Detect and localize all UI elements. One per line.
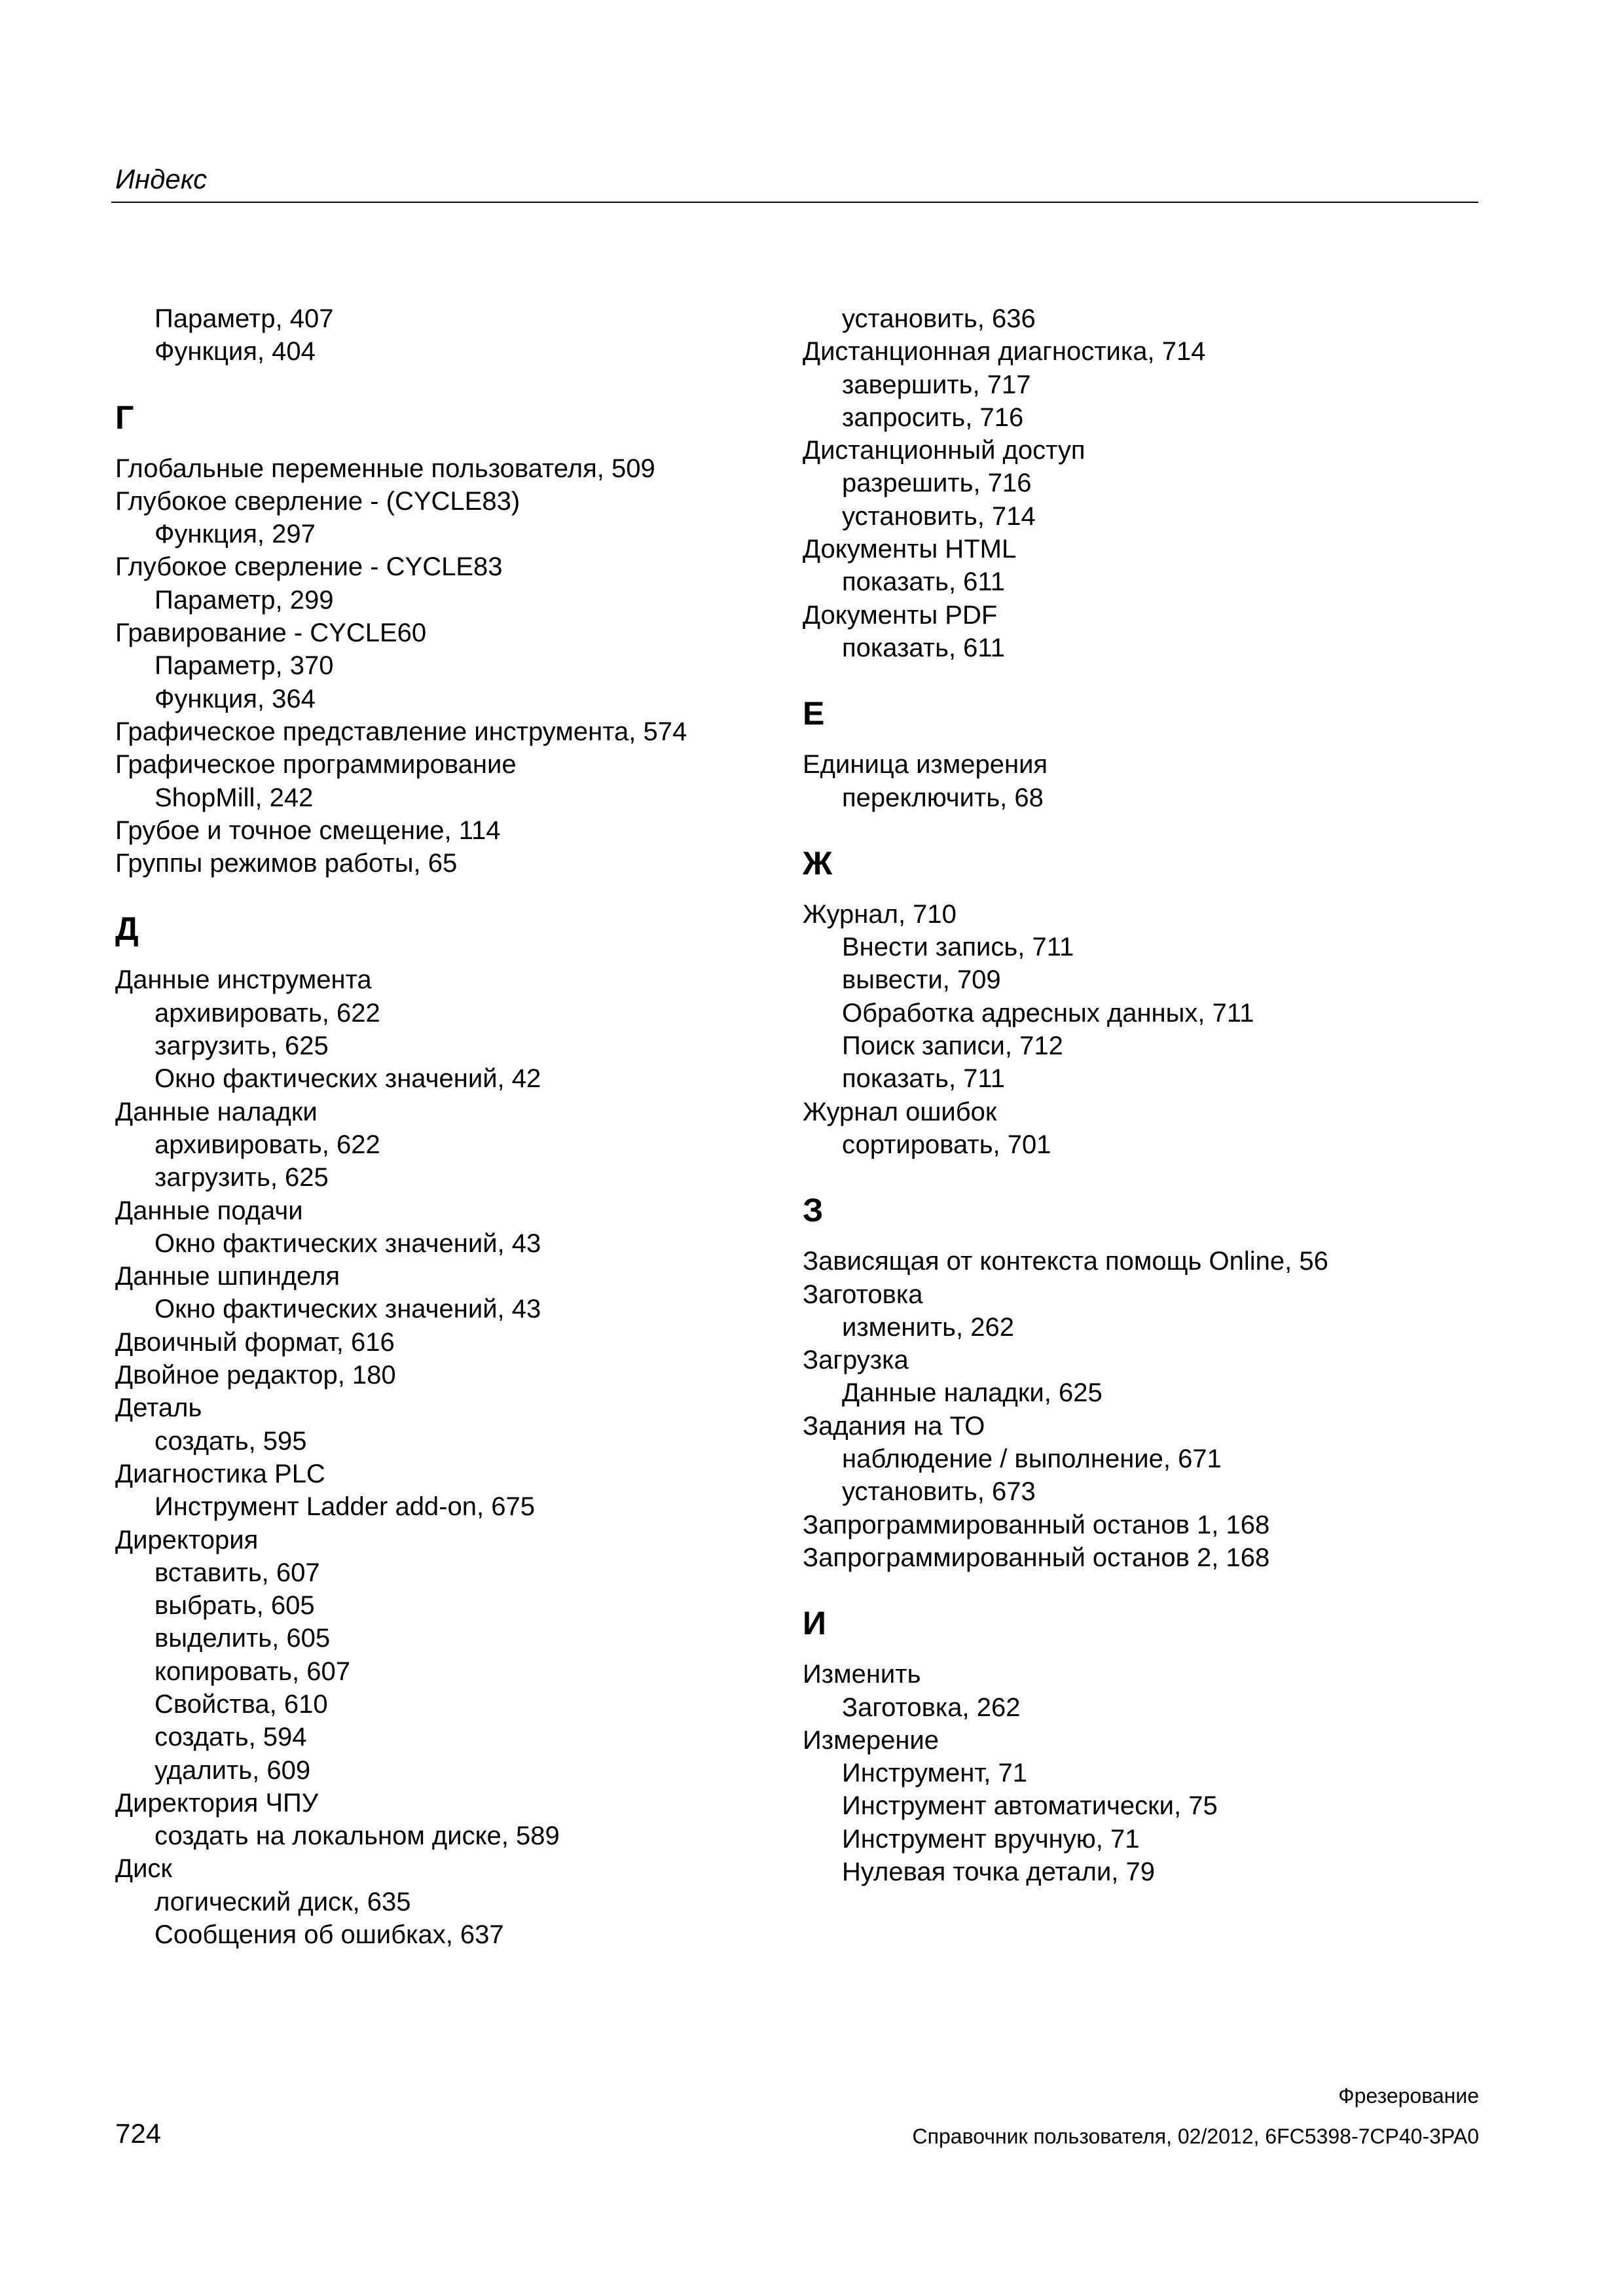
footer-manual: Справочник пользователя, 02/2012, 6FC5398-7CP40-3PA0 <box>912 2125 1479 2148</box>
index-subentry: запросить, 716 <box>842 403 1024 432</box>
index-subentry: Инструмент Ladder add-on, 675 <box>155 1492 535 1522</box>
index-entry: Графическое программирование <box>115 750 517 780</box>
index-subentry: выделить, 605 <box>155 1624 331 1653</box>
index-entry: Графическое представление инструмента, 574 <box>115 717 687 746</box>
index-subentry: сортировать, 701 <box>842 1130 1051 1159</box>
index-subentry: Параметр, 299 <box>155 585 334 615</box>
index-entry: Глубокое сверление - CYCLE83 <box>115 552 503 582</box>
index-subentry: создать на локальном диске, 589 <box>155 1821 560 1851</box>
index-subentry: Внести запись, 711 <box>842 933 1074 962</box>
section-letter: Г <box>115 399 134 436</box>
index-subentry: Окно фактических значений, 43 <box>155 1295 541 1324</box>
index-entry: Двойное редактор, 180 <box>115 1361 396 1390</box>
page-number: 724 <box>115 2118 162 2149</box>
index-subentry: создать, 595 <box>155 1426 307 1456</box>
index-subentry: логический диск, 635 <box>155 1887 411 1916</box>
index-entry: Глубокое сверление - (CYCLE83) <box>115 486 520 516</box>
index-subentry: показать, 611 <box>842 633 1005 662</box>
running-header: Индекс <box>115 164 208 194</box>
index-entry: Грубое и точное смещение, 114 <box>115 816 501 845</box>
index-entry: Дистанционная диагностика, 714 <box>803 337 1206 367</box>
index-subentry: создать, 594 <box>155 1723 307 1752</box>
section-letter: Ж <box>803 844 833 882</box>
index-subentry: ShopMill, 242 <box>155 783 314 812</box>
index-entry: Журнал, 710 <box>803 899 957 929</box>
index-subentry: установить, 714 <box>842 501 1036 531</box>
index-entry: Деталь <box>115 1393 202 1423</box>
index-subentry: выбрать, 605 <box>155 1591 315 1621</box>
index-subentry: Параметр, 407 <box>155 304 334 333</box>
index-entry: Изменить <box>803 1660 921 1689</box>
index-subentry: Свойства, 610 <box>155 1689 328 1719</box>
index-subentry: Функция, 404 <box>155 337 316 367</box>
index-subentry: Обработка адресных данных, 711 <box>842 998 1254 1028</box>
index-subentry: Инструмент автоматически, 75 <box>842 1791 1218 1821</box>
index-entry: Диагностика PLC <box>115 1459 325 1488</box>
index-entry: Данные шпинделя <box>115 1262 340 1291</box>
index-entry: Загрузка <box>803 1346 909 1375</box>
index-column-left <box>115 302 770 1951</box>
index-subentry: Данные наладки, 625 <box>842 1378 1103 1408</box>
index-subentry: архивировать, 622 <box>155 998 380 1028</box>
index-entry: Документы HTML <box>803 535 1017 564</box>
index-entry: Глобальные переменные пользователя, 509 <box>115 454 655 483</box>
section-letter: И <box>803 1605 826 1642</box>
index-subentry: загрузить, 625 <box>155 1031 329 1061</box>
index-subentry: разрешить, 716 <box>842 469 1032 498</box>
index-subentry: Инструмент, 71 <box>842 1759 1027 1788</box>
index-subentry: наблюдение / выполнение, 671 <box>842 1444 1222 1474</box>
index-subentry: удалить, 609 <box>155 1755 311 1785</box>
index-subentry: Нулевая точка детали, 79 <box>842 1857 1156 1886</box>
index-entry: Данные наладки <box>115 1097 318 1126</box>
index-subentry: архивировать, 622 <box>155 1130 380 1159</box>
index-subentry: Параметр, 370 <box>155 651 334 681</box>
index-entry: Данные подачи <box>115 1196 303 1225</box>
index-entry: Диск <box>115 1854 172 1884</box>
index-subentry: копировать, 607 <box>155 1657 350 1686</box>
index-subentry: установить, 673 <box>842 1477 1036 1507</box>
index-column-right <box>803 302 1457 1888</box>
index-entry: Измерение <box>803 1725 939 1755</box>
index-entry: Гравирование - CYCLE60 <box>115 619 427 648</box>
index-entry: Директория ЧПУ <box>115 1788 319 1818</box>
index-entry: Запрограммированный останов 1, 168 <box>803 1510 1270 1539</box>
index-entry: Дистанционный доступ <box>803 436 1085 465</box>
index-subentry: показать, 711 <box>842 1064 1005 1094</box>
index-entry: Единица измерения <box>803 750 1048 780</box>
section-letter: Е <box>803 695 825 732</box>
index-entry: Данные инструмента <box>115 965 372 995</box>
index-subentry: Сообщения об ошибках, 637 <box>155 1920 504 1950</box>
index-subentry: Окно фактических значений, 42 <box>155 1064 541 1094</box>
index-subentry: завершить, 717 <box>842 370 1031 399</box>
index-subentry: Поиск записи, 712 <box>842 1031 1063 1061</box>
section-letter: Д <box>115 910 139 948</box>
index-entry: Задания на ТО <box>803 1411 985 1441</box>
index-entry: Заготовка <box>803 1280 923 1309</box>
index-subentry: показать, 611 <box>842 567 1005 597</box>
index-subentry: переключить, 68 <box>842 783 1044 812</box>
index-entry: Запрограммированный останов 2, 168 <box>803 1543 1270 1572</box>
index-entry: Директория <box>115 1525 259 1554</box>
index-subentry: Окно фактических значений, 43 <box>155 1229 541 1258</box>
index-subentry: загрузить, 625 <box>155 1163 329 1193</box>
index-subentry: Инструмент вручную, 71 <box>842 1824 1140 1854</box>
index-subentry: вставить, 607 <box>155 1558 320 1587</box>
header-rule <box>111 202 1478 203</box>
index-subentry: установить, 636 <box>842 304 1036 333</box>
index-subentry: изменить, 262 <box>842 1312 1014 1342</box>
index-entry: Документы PDF <box>803 600 998 630</box>
index-subentry: Заготовка, 262 <box>842 1693 1021 1722</box>
index-entry: Зависящая от контекста помощь Online, 56 <box>803 1247 1328 1276</box>
index-entry: Группы режимов работы, 65 <box>115 849 458 878</box>
index-subentry: Функция, 297 <box>155 520 316 549</box>
index-subentry: вывести, 709 <box>842 965 1001 995</box>
index-subentry: Функция, 364 <box>155 684 316 713</box>
index-entry: Двоичный формат, 616 <box>115 1327 395 1357</box>
index-entry: Журнал ошибок <box>803 1097 997 1126</box>
section-letter: З <box>803 1192 824 1229</box>
footer-product: Фрезерование <box>1338 2084 1479 2108</box>
